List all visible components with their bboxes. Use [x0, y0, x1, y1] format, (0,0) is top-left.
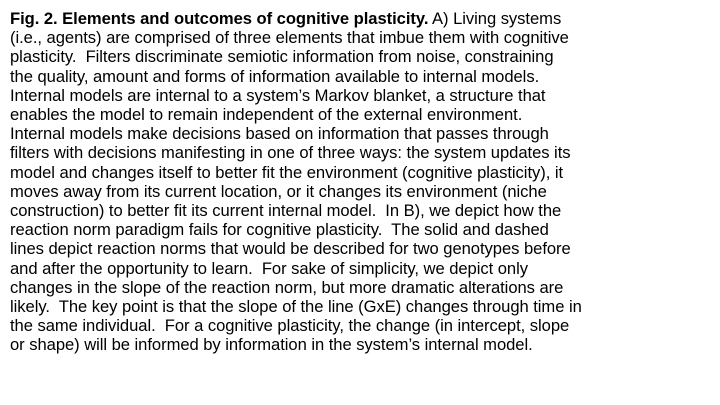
caption-line: moves away from its current location, or it changes its environment (niche — [10, 181, 547, 201]
caption-line: model and changes itself to better fit the environment (cognitive plasticity), it — [10, 162, 564, 182]
caption-line: Internal models make decisions based on information that passes through — [10, 124, 549, 144]
caption-line: (i.e., agents) are comprised of three elements that imbue them with cognitive — [10, 28, 569, 48]
caption-line: the quality, amount and forms of information available to internal models. — [10, 66, 540, 86]
caption-line: reaction norm paradigm fails for cognitive plasticity. The solid and dashed — [10, 220, 549, 240]
caption-line: enables the model to remain independent of the external environment. — [10, 105, 523, 125]
caption-line: plasticity. Filters discriminate semiotic information from noise, constraining — [10, 47, 554, 67]
caption-line-1 — [10, 9, 715, 28]
figure-caption — [10, 9, 715, 355]
caption-line: or shape) will be informed by information in the system’s internal model. — [10, 335, 533, 355]
caption-line: changes in the slope of the reaction norm, but more dramatic alterations are — [10, 277, 564, 297]
caption-first-line-text: A) Living systems — [428, 9, 562, 28]
caption-line: lines depict reaction norms that would be described for two genotypes before — [10, 239, 571, 259]
caption-line: likely. The key point is that the slope of the line (GxE) changes through time in — [10, 297, 582, 317]
caption-line: the same individual. For a cognitive plasticity, the change (in intercept, slope — [10, 316, 570, 336]
caption-line: construction) to better fit its current internal model. In B), we depict how the — [10, 201, 562, 221]
caption-line: filters with decisions manifesting in one of three ways: the system updates its — [10, 143, 571, 163]
figure-title: Fig. 2. Elements and outcomes of cognitive plasticity. — [10, 9, 429, 28]
caption-line: Internal models are internal to a system’s Markov blanket, a structure that — [10, 85, 546, 105]
caption-line: and after the opportunity to learn. For sake of simplicity, we depict only — [10, 258, 528, 278]
